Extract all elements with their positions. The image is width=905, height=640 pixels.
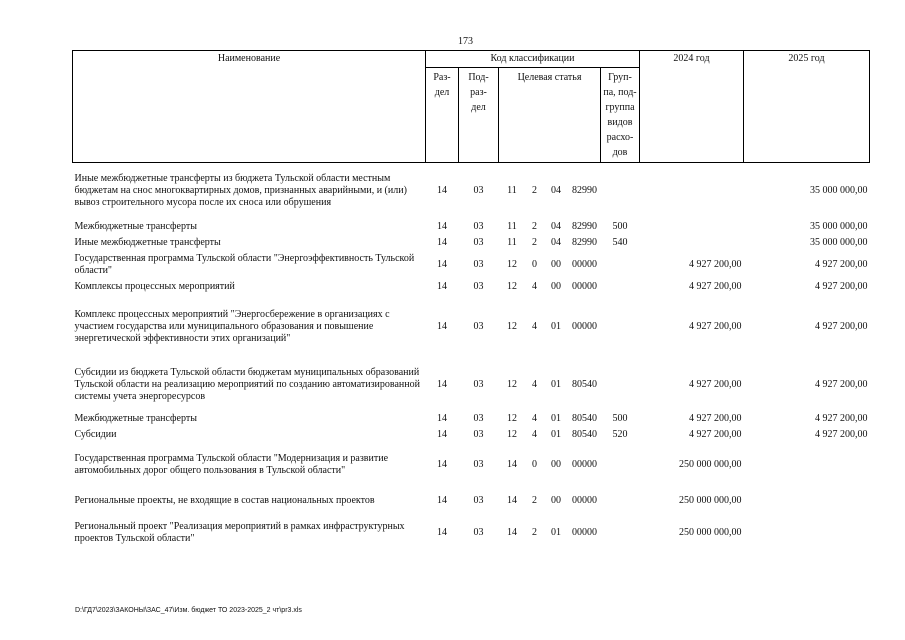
row-group: 540 (612, 236, 628, 248)
row-2025 (744, 443, 870, 487)
row-name: Комплекс процессных мероприятий "Энергосбережение в организациях с участием государства или муниципального образования и повышение энергетической эффективности этих организаций" (74, 308, 390, 344)
row-razdel: 14 (437, 428, 447, 440)
row-2025: 4 927 200,00 (815, 428, 868, 440)
header-section: Раз- дел (426, 68, 459, 163)
row-2025: 4 927 200,00 (815, 412, 868, 424)
table-row (73, 163, 870, 219)
row-name: Региональные проекты, не входящие в состав национальных проектов (74, 494, 375, 506)
row-cs-program: 11 (507, 236, 517, 248)
row-podrazdel: 03 (473, 378, 484, 390)
file-path-footer: D:\ГД7\2023\ЗАКОНЫ\ЗАС_47\Изм. бюджет ТО 2023-2025_2 чт\pr3.xls (75, 607, 302, 614)
row-2025: 4 927 200,00 (815, 378, 868, 390)
row-cs-item: 00 (551, 280, 561, 292)
row-cs-type: 2 (532, 494, 537, 506)
row-cs-type: 2 (532, 184, 537, 196)
header-name: Наименование (73, 51, 426, 163)
row-cs-type: 4 (532, 428, 537, 440)
row-2025 (744, 487, 870, 515)
row-2025: 35 000 000,00 (810, 236, 868, 248)
row-cs-direction: 80540 (572, 428, 597, 440)
row-group (601, 515, 640, 551)
table-row (73, 279, 870, 295)
row-podrazdel: 03 (473, 184, 484, 196)
row-podrazdel: 03 (473, 220, 484, 232)
row-name: Межбюджетные трансферты (74, 220, 197, 232)
budget-table (72, 50, 870, 551)
row-2025: 35 000 000,00 (810, 220, 868, 232)
table-row (73, 235, 870, 251)
row-cs-program: 12 (507, 320, 517, 332)
row-group (601, 295, 640, 359)
row-name: Иные межбюджетные трансферты (74, 236, 221, 248)
row-cs-direction: 00000 (572, 458, 597, 470)
row-podrazdel: 03 (473, 526, 484, 538)
row-cs-direction: 82990 (572, 184, 597, 196)
row-2025: 4 927 200,00 (815, 280, 868, 292)
row-podrazdel: 03 (473, 458, 484, 470)
row-cs-direction: 82990 (572, 236, 597, 248)
row-razdel: 14 (437, 412, 447, 424)
row-cs-direction: 80540 (572, 378, 597, 390)
row-razdel: 14 (437, 526, 447, 538)
row-cs-type: 4 (532, 280, 537, 292)
row-cs-program: 11 (507, 220, 517, 232)
row-2024: 250 000 000,00 (679, 494, 742, 506)
row-name: Государственная программа Тульской области "Модернизация и развитие автомобильных дорог общего пользования в Тульской области" (74, 452, 389, 476)
row-podrazdel: 03 (473, 494, 484, 506)
row-cs-program: 14 (507, 458, 517, 470)
row-cs-type: 4 (532, 412, 537, 424)
row-name: Региональный проект "Реализация мероприятий в рамках инфраструктурных проектов Тульской области" (74, 520, 405, 544)
table-row (73, 219, 870, 235)
row-group (601, 163, 640, 219)
row-cs-program: 12 (507, 428, 517, 440)
row-2024: 4 927 200,00 (689, 320, 742, 332)
row-2024: 250 000 000,00 (679, 526, 742, 538)
row-razdel: 14 (437, 320, 447, 332)
row-podrazdel: 03 (473, 428, 484, 440)
header-target-article: Целевая статья (499, 68, 601, 163)
table-row (73, 515, 870, 551)
row-cs-item: 01 (551, 378, 561, 390)
row-2025: 4 927 200,00 (815, 258, 868, 270)
table-row (73, 427, 870, 443)
row-podrazdel: 03 (473, 412, 484, 424)
row-razdel: 14 (437, 236, 447, 248)
row-razdel: 14 (437, 378, 447, 390)
row-cs-type: 0 (532, 258, 537, 270)
row-2024: 4 927 200,00 (689, 428, 742, 440)
row-cs-type: 4 (532, 320, 537, 332)
row-podrazdel: 03 (473, 280, 484, 292)
row-cs-type: 2 (532, 220, 537, 232)
row-cs-type: 4 (532, 378, 537, 390)
header-expense-group: Груп- па, под- группа видов расхо- дов (601, 68, 640, 163)
row-podrazdel: 03 (473, 320, 484, 332)
row-cs-program: 14 (507, 494, 517, 506)
row-name: Межбюджетные трансферты (74, 412, 197, 424)
row-cs-item: 00 (551, 258, 561, 270)
row-2024 (640, 235, 744, 251)
row-name: Субсидии (74, 428, 117, 440)
row-cs-program: 12 (507, 412, 517, 424)
row-cs-program: 14 (507, 526, 517, 538)
row-group: 520 (612, 428, 628, 440)
row-cs-item: 00 (551, 494, 561, 506)
row-cs-direction: 00000 (572, 280, 597, 292)
row-group (601, 487, 640, 515)
row-cs-type: 0 (532, 458, 537, 470)
row-2024: 4 927 200,00 (689, 258, 742, 270)
row-cs-direction: 80540 (572, 412, 597, 424)
row-cs-program: 12 (507, 378, 517, 390)
table-row (73, 411, 870, 427)
row-2024 (640, 163, 744, 219)
row-cs-direction: 00000 (572, 494, 597, 506)
row-name: Комплексы процессных мероприятий (74, 280, 235, 292)
row-cs-item: 04 (551, 184, 561, 196)
header-classification: Код классификации (426, 51, 640, 68)
row-razdel: 14 (437, 184, 447, 196)
row-group (601, 279, 640, 295)
row-2025 (744, 515, 870, 551)
row-cs-program: 12 (507, 258, 517, 270)
row-2024: 4 927 200,00 (689, 280, 742, 292)
row-razdel: 14 (437, 458, 447, 470)
row-name: Субсидии из бюджета Тульской области бюджетам муниципальных образований Тульской области на реализацию мероприятий по созданию автоматизированной системы учета энергоресурсов (74, 366, 420, 402)
header-2025: 2025 год (744, 51, 870, 163)
row-cs-item: 01 (551, 412, 561, 424)
row-podrazdel: 03 (473, 236, 484, 248)
row-group (601, 251, 640, 279)
row-2024: 4 927 200,00 (689, 378, 742, 390)
row-razdel: 14 (437, 220, 447, 232)
row-group: 500 (612, 220, 628, 232)
row-cs-program: 12 (507, 280, 517, 292)
row-group: 500 (612, 412, 628, 424)
row-cs-type: 2 (532, 526, 537, 538)
table-row (73, 487, 870, 515)
row-razdel: 14 (437, 494, 447, 506)
row-cs-direction: 82990 (572, 220, 597, 232)
row-cs-direction: 00000 (572, 320, 597, 332)
row-cs-type: 2 (532, 236, 537, 248)
row-cs-program: 11 (507, 184, 517, 196)
row-group (601, 443, 640, 487)
table-row (73, 295, 870, 359)
header-subsection: Под- раз- дел (459, 68, 499, 163)
row-2025: 35 000 000,00 (810, 184, 868, 196)
row-2024: 4 927 200,00 (689, 412, 742, 424)
table-row (73, 359, 870, 411)
row-2024: 250 000 000,00 (679, 458, 742, 470)
table-row (73, 443, 870, 487)
row-podrazdel: 03 (473, 258, 484, 270)
row-cs-item: 04 (551, 220, 561, 232)
row-cs-item: 04 (551, 236, 561, 248)
row-group (601, 359, 640, 411)
row-name: Государственная программа Тульской области "Энергоэффективность Тульской области" (74, 252, 415, 276)
row-razdel: 14 (437, 280, 447, 292)
row-2025: 4 927 200,00 (815, 320, 868, 332)
row-cs-item: 01 (551, 428, 561, 440)
row-cs-item: 01 (551, 320, 561, 332)
row-name: Иные межбюджетные трансферты из бюджета Тульской области местным бюджетам на снос многоквартирных домов, признанных аварийными, и (или) вывоз строительного мусора после их сноса или обрушения (74, 172, 407, 208)
table-row (73, 251, 870, 279)
row-cs-item: 01 (551, 526, 561, 538)
row-2024 (640, 219, 744, 235)
page-number: 173 (458, 36, 473, 47)
row-cs-item: 00 (551, 458, 561, 470)
header-2024: 2024 год (640, 51, 744, 163)
row-cs-direction: 00000 (572, 258, 597, 270)
row-razdel: 14 (437, 258, 447, 270)
row-cs-direction: 00000 (572, 526, 597, 538)
